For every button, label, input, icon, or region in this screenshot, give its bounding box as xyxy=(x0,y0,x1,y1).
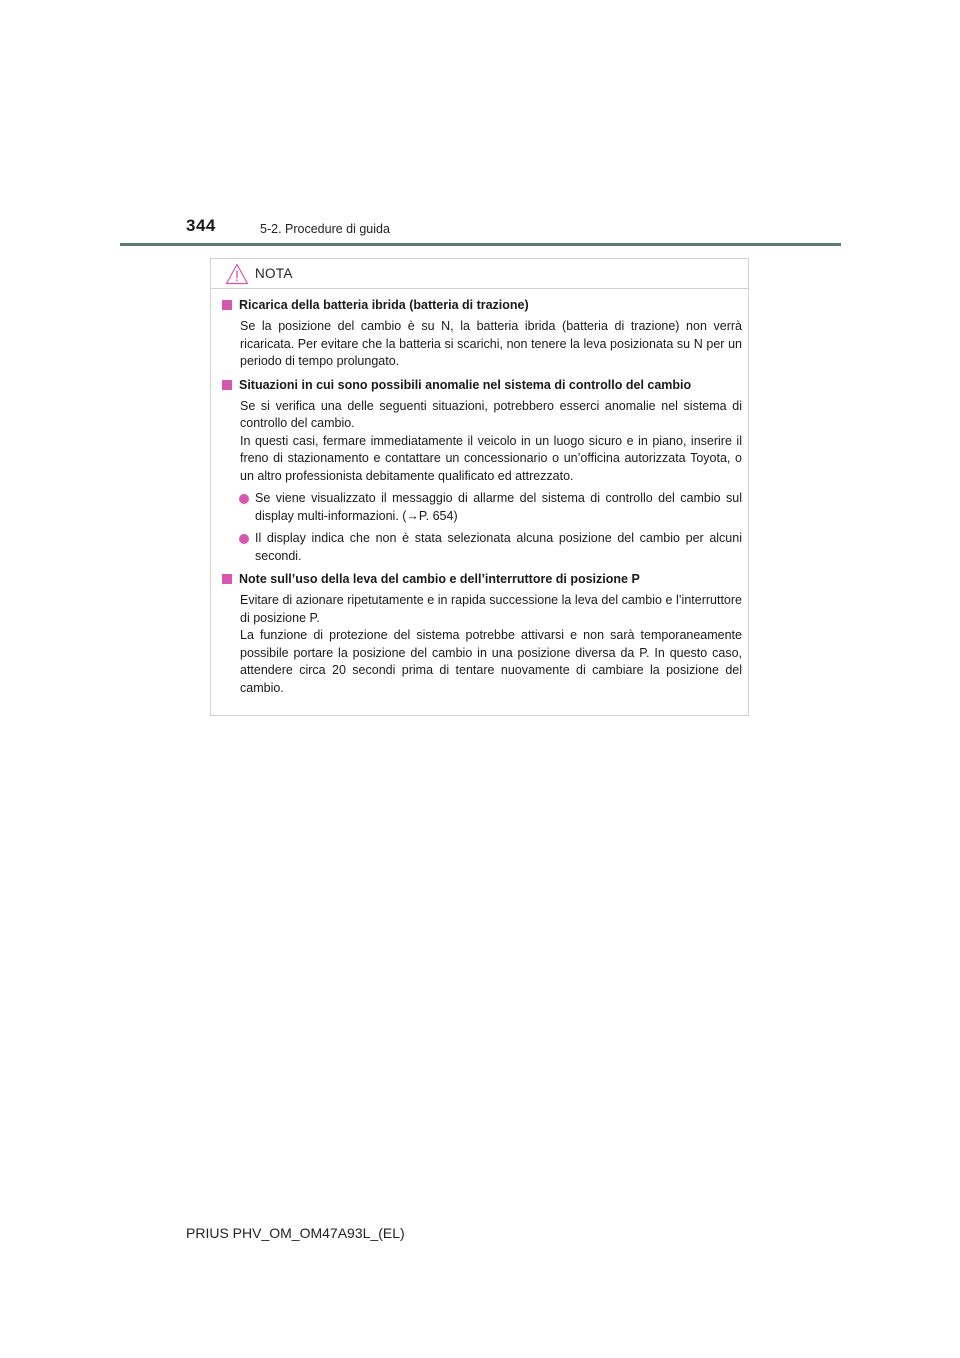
item-heading xyxy=(219,571,742,588)
note-item xyxy=(219,297,742,371)
header-rule xyxy=(120,243,841,246)
item-heading-text: Situazioni in cui sono possibili anomalie nel sistema di controllo del cambio xyxy=(239,377,692,392)
page-number: 344 xyxy=(186,216,216,235)
note-header xyxy=(211,259,748,289)
circle-bullet-icon xyxy=(239,534,249,544)
bullet-item xyxy=(219,530,742,565)
note-body xyxy=(211,289,748,697)
item-text: Evitare di azionare ripetutamente e in rapida successione la leva del cambio e l’interruttore di posizione P. La funzione di protezione del sistema potrebbe attivarsi e non sarà temporaneamente possibile portare la posizione del cambio in una posizione diversa da P. In questo caso, attendere circa 20 secondi prima di tentare nuovamente di cambiare la posizione del cambio. xyxy=(240,593,742,695)
item-heading xyxy=(219,377,742,394)
item-heading-text: Note sull’uso della leva del cambio e dell’interruttore di posizione P xyxy=(239,572,640,586)
square-bullet-icon xyxy=(222,574,232,584)
square-bullet-icon xyxy=(222,380,232,390)
square-bullet-icon xyxy=(222,300,232,310)
footer-doc-code: PRIUS PHV_OM_OM47A93L_(EL) xyxy=(186,1225,405,1241)
item-text: Se si verifica una delle seguenti situazioni, potrebbero esserci anomalie nel sistema di controllo del cambio. In questi casi, fermare immediatamente il veicolo in un luogo sicuro e in piano, inserire il freno di stazionamento e contattare un concessionario o un’officina autorizzata Toyota, o un altro professionista debitamente qualificato ed attrezzato. xyxy=(240,398,742,483)
bullet-text: Il display indica che non è stata selezionata alcuna posizione del cambio per alcuni secondi. xyxy=(255,531,742,563)
bullet-item xyxy=(219,490,742,525)
item-text: Se la posizione del cambio è su N, la batteria ibrida (batteria di trazione) non verrà ricaricata. Per evitare che la batteria si scarichi, non tenere la leva posizionata su N per un periodo di tempo prolungato. xyxy=(240,319,742,368)
section-title: 5-2. Procedure di guida xyxy=(260,222,390,236)
note-item xyxy=(219,377,742,566)
note-item xyxy=(219,571,742,697)
item-heading xyxy=(219,297,742,314)
note-title: NOTA xyxy=(255,266,293,281)
item-heading-text: Ricarica della batteria ibrida (batteria di trazione) xyxy=(239,298,529,312)
bullet-text: Se viene visualizzato il messaggio di allarme del sistema di controllo del cambio sul display multi-informazioni. (→P. 654) xyxy=(255,491,742,523)
note-box xyxy=(210,258,749,716)
warning-triangle-icon xyxy=(225,263,249,285)
circle-bullet-icon xyxy=(239,494,249,504)
